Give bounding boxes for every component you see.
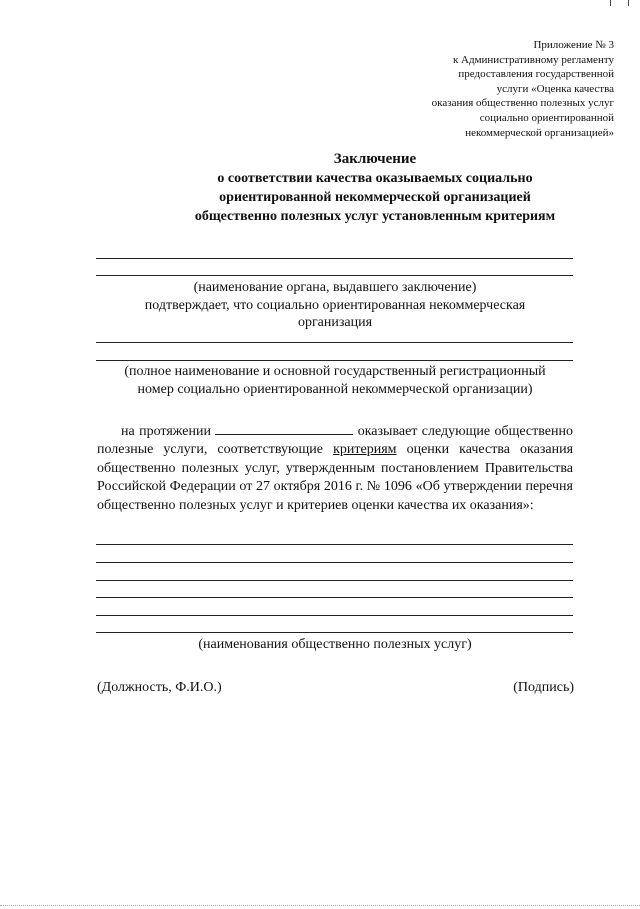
- page-edge: [0, 905, 640, 906]
- services-fill-line: [96, 632, 573, 633]
- position-label: (Должность, Ф.И.О.): [97, 680, 222, 695]
- services-fill-line: [96, 580, 573, 581]
- paragraph-prefix: на протяжении: [121, 424, 211, 439]
- services-caption: (наименования общественно полезных услуг): [198, 637, 472, 652]
- appendix-line: некоммерческой организацией»: [465, 126, 614, 139]
- appendix-line: оказания общественно полезных услуг: [431, 97, 614, 110]
- org-fill-line: [96, 360, 573, 361]
- title-heading: Заключение: [333, 151, 417, 167]
- services-fill-line: [96, 615, 573, 616]
- confirms-text: организация: [297, 315, 373, 330]
- org-caption: номер социально ориентированной некоммерческой организации): [137, 382, 533, 397]
- title-line: ориентированной некоммерческой организацией: [219, 190, 531, 205]
- org-caption: (полное наименование и основной государственный регистрационный: [124, 364, 546, 379]
- confirms-text: подтверждает, что социально ориентированная некоммерческая: [144, 298, 526, 313]
- paragraph-text: оказывает следующие общественно полезные услуги, соответствующие: [97, 424, 573, 458]
- title-line: о соответствии качества оказываемых социально: [217, 171, 533, 186]
- org-fill-line: [96, 342, 573, 343]
- signature-label: (Подпись): [513, 680, 574, 695]
- title-line: общественно полезных услуг установленным критериям: [194, 209, 556, 224]
- scan-mark: [610, 0, 611, 6]
- appendix-line: социально ориентированной: [479, 111, 614, 124]
- services-fill-line: [96, 597, 573, 598]
- appendix-line: предоставления государственной: [458, 68, 614, 81]
- organ-fill-line: [96, 258, 573, 259]
- appendix-block: [374, 38, 614, 140]
- appendix-line: Приложение № 3: [533, 39, 614, 51]
- appendix-line: услуги «Оценка качества: [496, 82, 614, 95]
- period-blank: [215, 423, 353, 435]
- organ-caption: (наименование органа, выдавшего заключение): [193, 280, 477, 295]
- document-title: [100, 150, 640, 226]
- services-fill-line: [96, 544, 573, 545]
- paragraph-text: оценки качества оказания общественно полезных услуг, утвержденным постановлением Правительства Российской Федерации от 27 октября 2016 г. № 1096 «Об утверждении перечня общественно полезных услуг и критериев оценки качества их оказания»:: [97, 442, 574, 513]
- paragraph-underlined: критериям: [333, 442, 397, 458]
- appendix-line: к Административному регламенту: [452, 53, 614, 66]
- services-fill-line: [96, 562, 573, 563]
- main-paragraph: [97, 423, 573, 515]
- scan-mark: [628, 0, 629, 6]
- organ-fill-line: [96, 275, 573, 276]
